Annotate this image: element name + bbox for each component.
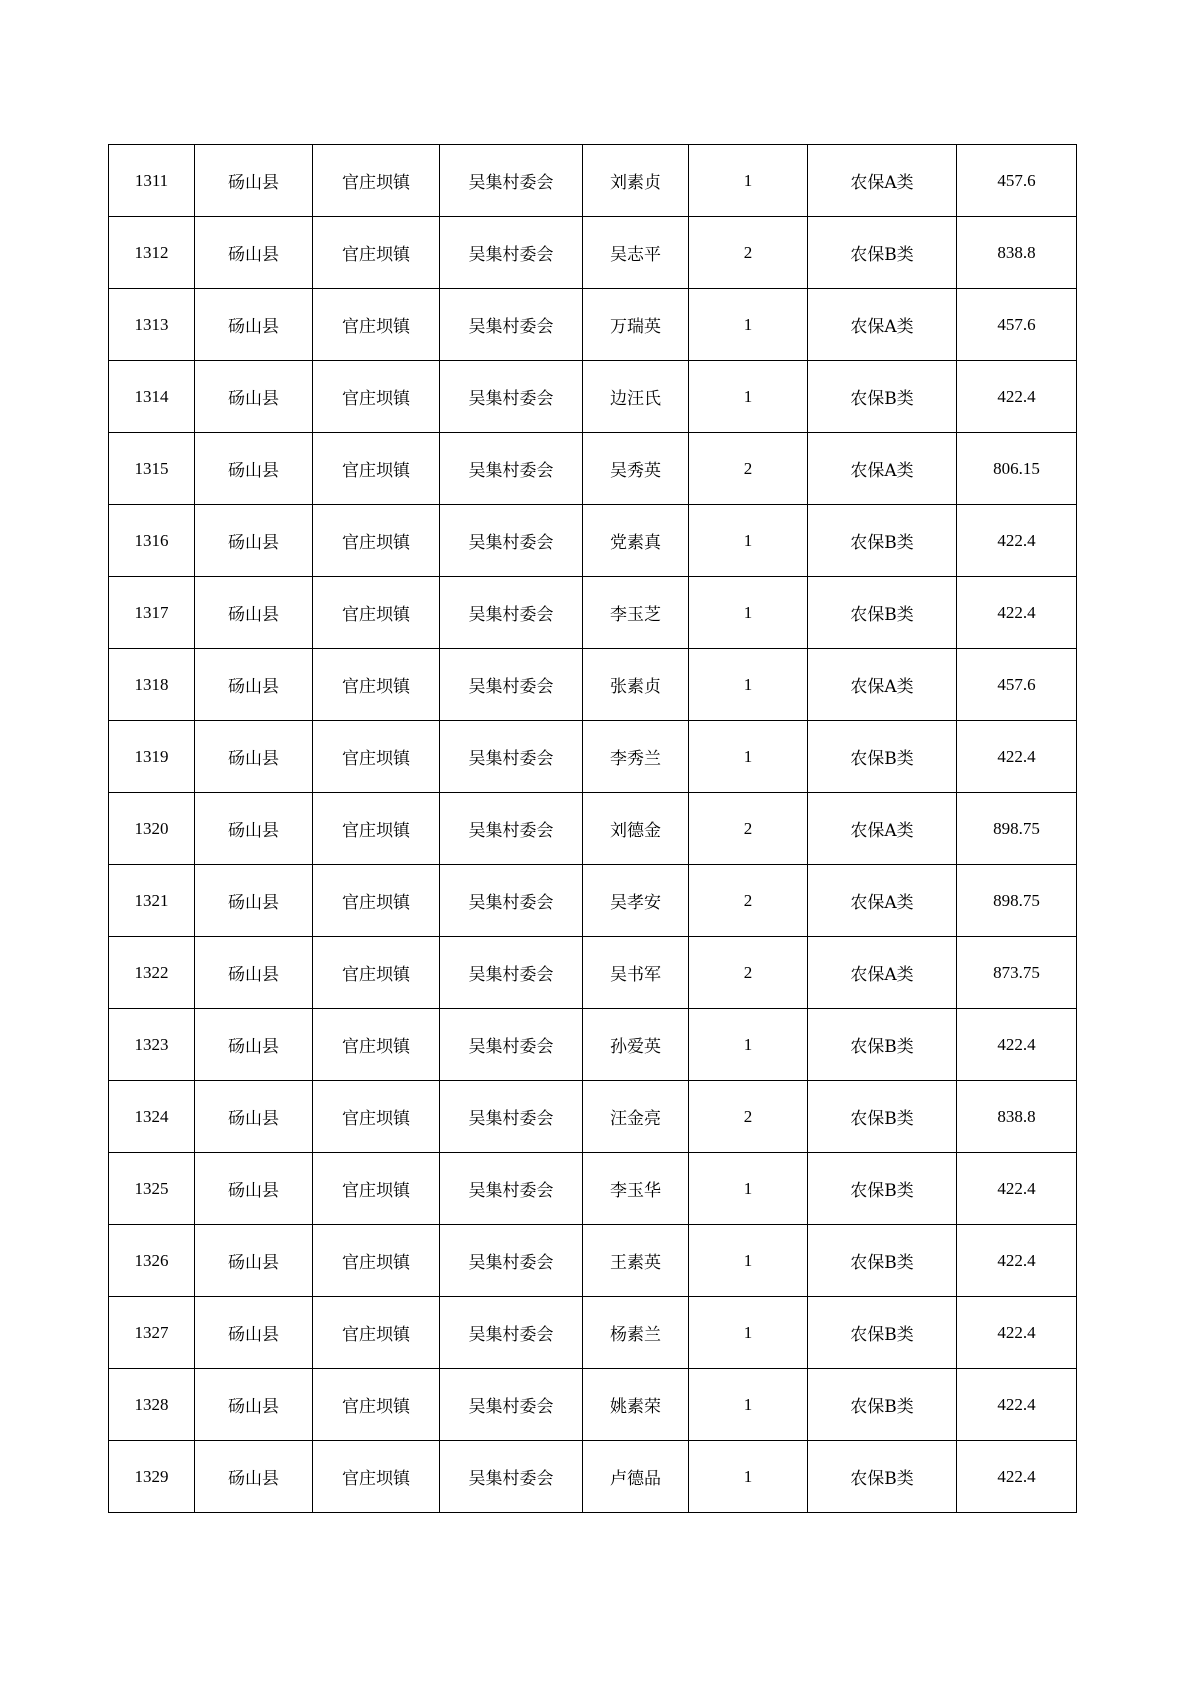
row-id-cell: 1311 [109, 145, 195, 217]
village-cell: 吴集村委会 [440, 721, 583, 793]
county-cell: 砀山县 [195, 793, 313, 865]
amount-cell: 422.4 [957, 577, 1077, 649]
village-cell: 吴集村委会 [440, 1225, 583, 1297]
village-cell: 吴集村委会 [440, 1009, 583, 1081]
amount-cell: 838.8 [957, 1081, 1077, 1153]
village-cell: 吴集村委会 [440, 1153, 583, 1225]
row-id-cell: 1319 [109, 721, 195, 793]
amount-cell: 422.4 [957, 1297, 1077, 1369]
count-cell: 1 [689, 577, 808, 649]
row-id-cell: 1312 [109, 217, 195, 289]
category-cell: 农保A类 [808, 793, 957, 865]
amount-cell: 806.15 [957, 433, 1077, 505]
amount-cell: 422.4 [957, 1225, 1077, 1297]
count-cell: 1 [689, 721, 808, 793]
village-cell: 吴集村委会 [440, 289, 583, 361]
town-cell: 官庄坝镇 [313, 649, 440, 721]
amount-cell: 838.8 [957, 217, 1077, 289]
table-row [109, 289, 1077, 361]
name-cell: 孙爱英 [583, 1009, 689, 1081]
village-cell: 吴集村委会 [440, 433, 583, 505]
county-cell: 砀山县 [195, 289, 313, 361]
village-cell: 吴集村委会 [440, 1081, 583, 1153]
town-cell: 官庄坝镇 [313, 505, 440, 577]
name-cell: 李玉芝 [583, 577, 689, 649]
village-cell: 吴集村委会 [440, 793, 583, 865]
count-cell: 1 [689, 1369, 808, 1441]
town-cell: 官庄坝镇 [313, 1369, 440, 1441]
name-cell: 刘德金 [583, 793, 689, 865]
town-cell: 官庄坝镇 [313, 1009, 440, 1081]
table-row [109, 649, 1077, 721]
amount-cell: 457.6 [957, 649, 1077, 721]
county-cell: 砀山县 [195, 721, 313, 793]
category-cell: 农保A类 [808, 649, 957, 721]
category-cell: 农保B类 [808, 1009, 957, 1081]
table-row [109, 1009, 1077, 1081]
amount-cell: 422.4 [957, 1153, 1077, 1225]
row-id-cell: 1318 [109, 649, 195, 721]
row-id-cell: 1313 [109, 289, 195, 361]
row-id-cell: 1317 [109, 577, 195, 649]
records-body [109, 145, 1077, 1513]
county-cell: 砀山县 [195, 1081, 313, 1153]
records-table [108, 144, 1077, 1513]
town-cell: 官庄坝镇 [313, 145, 440, 217]
category-cell: 农保B类 [808, 721, 957, 793]
count-cell: 1 [689, 1225, 808, 1297]
county-cell: 砀山县 [195, 505, 313, 577]
category-cell: 农保B类 [808, 1153, 957, 1225]
name-cell: 汪金亮 [583, 1081, 689, 1153]
count-cell: 1 [689, 361, 808, 433]
amount-cell: 422.4 [957, 1009, 1077, 1081]
table-row [109, 1441, 1077, 1513]
amount-cell: 422.4 [957, 1441, 1077, 1513]
name-cell: 李秀兰 [583, 721, 689, 793]
category-cell: 农保A类 [808, 937, 957, 1009]
county-cell: 砀山县 [195, 361, 313, 433]
category-cell: 农保A类 [808, 145, 957, 217]
village-cell: 吴集村委会 [440, 577, 583, 649]
count-cell: 2 [689, 217, 808, 289]
category-cell: 农保B类 [808, 1225, 957, 1297]
table-row [109, 1225, 1077, 1297]
row-id-cell: 1321 [109, 865, 195, 937]
table-row [109, 217, 1077, 289]
town-cell: 官庄坝镇 [313, 1297, 440, 1369]
table-row [109, 577, 1077, 649]
name-cell: 吴志平 [583, 217, 689, 289]
row-id-cell: 1327 [109, 1297, 195, 1369]
row-id-cell: 1316 [109, 505, 195, 577]
count-cell: 2 [689, 433, 808, 505]
category-cell: 农保B类 [808, 1369, 957, 1441]
town-cell: 官庄坝镇 [313, 1225, 440, 1297]
category-cell: 农保B类 [808, 217, 957, 289]
county-cell: 砀山县 [195, 649, 313, 721]
table-row [109, 721, 1077, 793]
village-cell: 吴集村委会 [440, 145, 583, 217]
count-cell: 1 [689, 1153, 808, 1225]
count-cell: 2 [689, 793, 808, 865]
town-cell: 官庄坝镇 [313, 289, 440, 361]
row-id-cell: 1314 [109, 361, 195, 433]
count-cell: 1 [689, 289, 808, 361]
village-cell: 吴集村委会 [440, 865, 583, 937]
amount-cell: 422.4 [957, 361, 1077, 433]
village-cell: 吴集村委会 [440, 505, 583, 577]
count-cell: 1 [689, 1441, 808, 1513]
category-cell: 农保B类 [808, 1297, 957, 1369]
name-cell: 张素贞 [583, 649, 689, 721]
category-cell: 农保A类 [808, 433, 957, 505]
table-row [109, 1081, 1077, 1153]
village-cell: 吴集村委会 [440, 649, 583, 721]
county-cell: 砀山县 [195, 1297, 313, 1369]
town-cell: 官庄坝镇 [313, 577, 440, 649]
name-cell: 吴秀英 [583, 433, 689, 505]
amount-cell: 898.75 [957, 865, 1077, 937]
county-cell: 砀山县 [195, 937, 313, 1009]
town-cell: 官庄坝镇 [313, 1153, 440, 1225]
table-row [109, 505, 1077, 577]
name-cell: 党素真 [583, 505, 689, 577]
county-cell: 砀山县 [195, 217, 313, 289]
table-row [109, 361, 1077, 433]
village-cell: 吴集村委会 [440, 937, 583, 1009]
category-cell: 农保B类 [808, 577, 957, 649]
amount-cell: 457.6 [957, 145, 1077, 217]
count-cell: 1 [689, 649, 808, 721]
town-cell: 官庄坝镇 [313, 1081, 440, 1153]
amount-cell: 422.4 [957, 1369, 1077, 1441]
table-row [109, 433, 1077, 505]
amount-cell: 873.75 [957, 937, 1077, 1009]
count-cell: 1 [689, 145, 808, 217]
county-cell: 砀山县 [195, 1369, 313, 1441]
name-cell: 姚素荣 [583, 1369, 689, 1441]
count-cell: 2 [689, 865, 808, 937]
village-cell: 吴集村委会 [440, 1369, 583, 1441]
town-cell: 官庄坝镇 [313, 1441, 440, 1513]
town-cell: 官庄坝镇 [313, 361, 440, 433]
town-cell: 官庄坝镇 [313, 217, 440, 289]
row-id-cell: 1322 [109, 937, 195, 1009]
row-id-cell: 1320 [109, 793, 195, 865]
county-cell: 砀山县 [195, 865, 313, 937]
table-row [109, 793, 1077, 865]
county-cell: 砀山县 [195, 1441, 313, 1513]
category-cell: 农保B类 [808, 1081, 957, 1153]
name-cell: 万瑞英 [583, 289, 689, 361]
row-id-cell: 1324 [109, 1081, 195, 1153]
name-cell: 吴孝安 [583, 865, 689, 937]
town-cell: 官庄坝镇 [313, 865, 440, 937]
row-id-cell: 1315 [109, 433, 195, 505]
table-row [109, 865, 1077, 937]
name-cell: 吴书军 [583, 937, 689, 1009]
category-cell: 农保B类 [808, 1441, 957, 1513]
amount-cell: 898.75 [957, 793, 1077, 865]
county-cell: 砀山县 [195, 145, 313, 217]
count-cell: 1 [689, 505, 808, 577]
amount-cell: 422.4 [957, 505, 1077, 577]
amount-cell: 422.4 [957, 721, 1077, 793]
category-cell: 农保B类 [808, 505, 957, 577]
name-cell: 刘素贞 [583, 145, 689, 217]
county-cell: 砀山县 [195, 433, 313, 505]
county-cell: 砀山县 [195, 1153, 313, 1225]
category-cell: 农保A类 [808, 289, 957, 361]
village-cell: 吴集村委会 [440, 361, 583, 433]
name-cell: 王素英 [583, 1225, 689, 1297]
town-cell: 官庄坝镇 [313, 433, 440, 505]
category-cell: 农保B类 [808, 361, 957, 433]
village-cell: 吴集村委会 [440, 217, 583, 289]
village-cell: 吴集村委会 [440, 1297, 583, 1369]
row-id-cell: 1328 [109, 1369, 195, 1441]
category-cell: 农保A类 [808, 865, 957, 937]
county-cell: 砀山县 [195, 577, 313, 649]
amount-cell: 457.6 [957, 289, 1077, 361]
village-cell: 吴集村委会 [440, 1441, 583, 1513]
town-cell: 官庄坝镇 [313, 721, 440, 793]
town-cell: 官庄坝镇 [313, 793, 440, 865]
county-cell: 砀山县 [195, 1225, 313, 1297]
count-cell: 2 [689, 937, 808, 1009]
row-id-cell: 1325 [109, 1153, 195, 1225]
row-id-cell: 1323 [109, 1009, 195, 1081]
row-id-cell: 1329 [109, 1441, 195, 1513]
table-row [109, 1153, 1077, 1225]
table-row [109, 1297, 1077, 1369]
town-cell: 官庄坝镇 [313, 937, 440, 1009]
name-cell: 杨素兰 [583, 1297, 689, 1369]
name-cell: 卢德品 [583, 1441, 689, 1513]
table-row [109, 145, 1077, 217]
table-row [109, 1369, 1077, 1441]
table-row [109, 937, 1077, 1009]
count-cell: 1 [689, 1297, 808, 1369]
count-cell: 1 [689, 1009, 808, 1081]
county-cell: 砀山县 [195, 1009, 313, 1081]
name-cell: 李玉华 [583, 1153, 689, 1225]
count-cell: 2 [689, 1081, 808, 1153]
name-cell: 边汪氏 [583, 361, 689, 433]
row-id-cell: 1326 [109, 1225, 195, 1297]
